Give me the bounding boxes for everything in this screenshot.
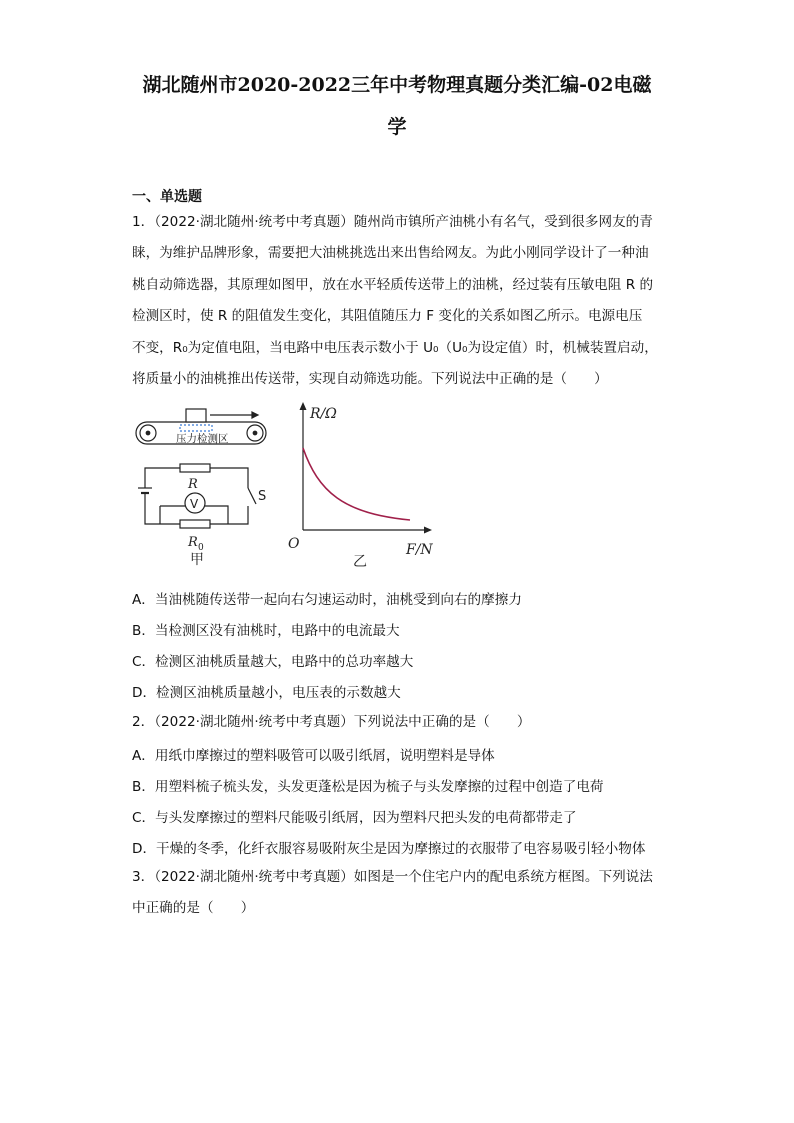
- figure-jia-label: 甲: [190, 552, 204, 568]
- resistor-r0-label: R: [188, 535, 198, 550]
- q1-line: 桃自动筛选器，其原理如图甲，放在水平轻质传送带上的油桃，经过装有压敏电阻 R 的: [132, 277, 654, 293]
- q1-line: 1．（2022·湖北随州·统考中考真题）随州尚市镇所产油桃小有名气，受到很多网友的青: [132, 214, 653, 230]
- resistor-r0: [180, 520, 210, 528]
- q1-line: 不变，R₀为定值电阻，当电路中电压表示数小于 U₀（U₀为设定值）时，机械装置启动，: [132, 340, 658, 356]
- origin-label: O: [288, 536, 300, 552]
- y-axis-label: R/Ω: [310, 406, 337, 422]
- q1-option-d: D．检测区油桃质量越小，电压表的示数越大: [132, 685, 401, 701]
- q1-option-b: B．当检测区没有油桃时，电路中的电流最大: [132, 623, 400, 639]
- q1-figure-svg: [128, 396, 448, 571]
- detection-zone: [180, 425, 212, 431]
- wire: [228, 506, 248, 524]
- wire: [145, 468, 180, 488]
- wire: [145, 493, 160, 524]
- belt-roller-right-axle: [253, 431, 257, 435]
- q2-option-d: D．干燥的冬季，化纤衣服容易吸附灰尘是因为摩擦过的衣服带了电容易吸引轻小物体: [132, 841, 646, 857]
- q2-option-a: A．用纸巾摩擦过的塑料吸管可以吸引纸屑，说明塑料是导体: [132, 748, 495, 764]
- motion-arrow-head: [252, 412, 258, 418]
- x-axis-arrow: [424, 527, 432, 534]
- figure-yi-label: 乙: [353, 554, 367, 570]
- q2-stem: 2．（2022·湖北随州·统考中考真题）下列说法中正确的是（ ）: [132, 714, 531, 730]
- q1-line: 检测区时，使 R 的阻值发生变化，其阻值随压力 F 变化的关系如图乙所示。电源电压: [132, 308, 643, 324]
- peach-box: [186, 409, 206, 422]
- x-axis-label: F/N: [406, 542, 433, 558]
- q1-line: 将质量小的油桃推出传送带，实现自动筛选功能。下列说法中正确的是（ ）: [132, 371, 608, 387]
- q1-line: 睐，为维护品牌形象，需要把大油桃挑选出来出售给网友。为此小刚同学设计了一种油: [132, 245, 649, 261]
- circuit: [138, 464, 256, 528]
- resistor-r: [180, 464, 210, 472]
- resistor-r0-subscript: 0: [198, 543, 204, 553]
- q1-option-a: A．当油桃随传送带一起向右匀速运动时，油桃受到向右的摩擦力: [132, 592, 522, 608]
- y-axis-arrow: [300, 402, 307, 410]
- doc-title-line1: 湖北随州市2020-2022三年中考物理真题分类汇编-02电磁: [142, 74, 652, 96]
- resistor-r-label: R: [188, 477, 198, 492]
- switch-label: S: [258, 489, 267, 504]
- belt-roller-left-axle: [146, 431, 150, 435]
- switch-blade: [248, 488, 256, 504]
- belt-label: 压力检测区: [176, 433, 229, 445]
- q3-line: 中正确的是（ ）: [132, 900, 255, 916]
- wire: [210, 468, 248, 488]
- q1-figure: [128, 396, 448, 571]
- r-f-curve: [303, 448, 410, 520]
- q1-option-c: C．检测区油桃质量越大，电路中的总功率越大: [132, 654, 414, 670]
- section-heading: 一、单选题: [132, 189, 202, 205]
- q2-option-c: C．与头发摩擦过的塑料尺能吸引纸屑，因为塑料尺把头发的电荷都带走了: [132, 810, 577, 826]
- voltmeter-label: V: [190, 497, 199, 511]
- q2-option-b: B．用塑料梳子梳头发，头发更蓬松是因为梳子与头发摩擦的过程中创造了电荷: [132, 779, 604, 795]
- q3-line: 3．（2022·湖北随州·统考中考真题）如图是一个住宅户内的配电系统方框图。下列说法: [132, 869, 653, 885]
- doc-title-line2: 学: [387, 116, 407, 138]
